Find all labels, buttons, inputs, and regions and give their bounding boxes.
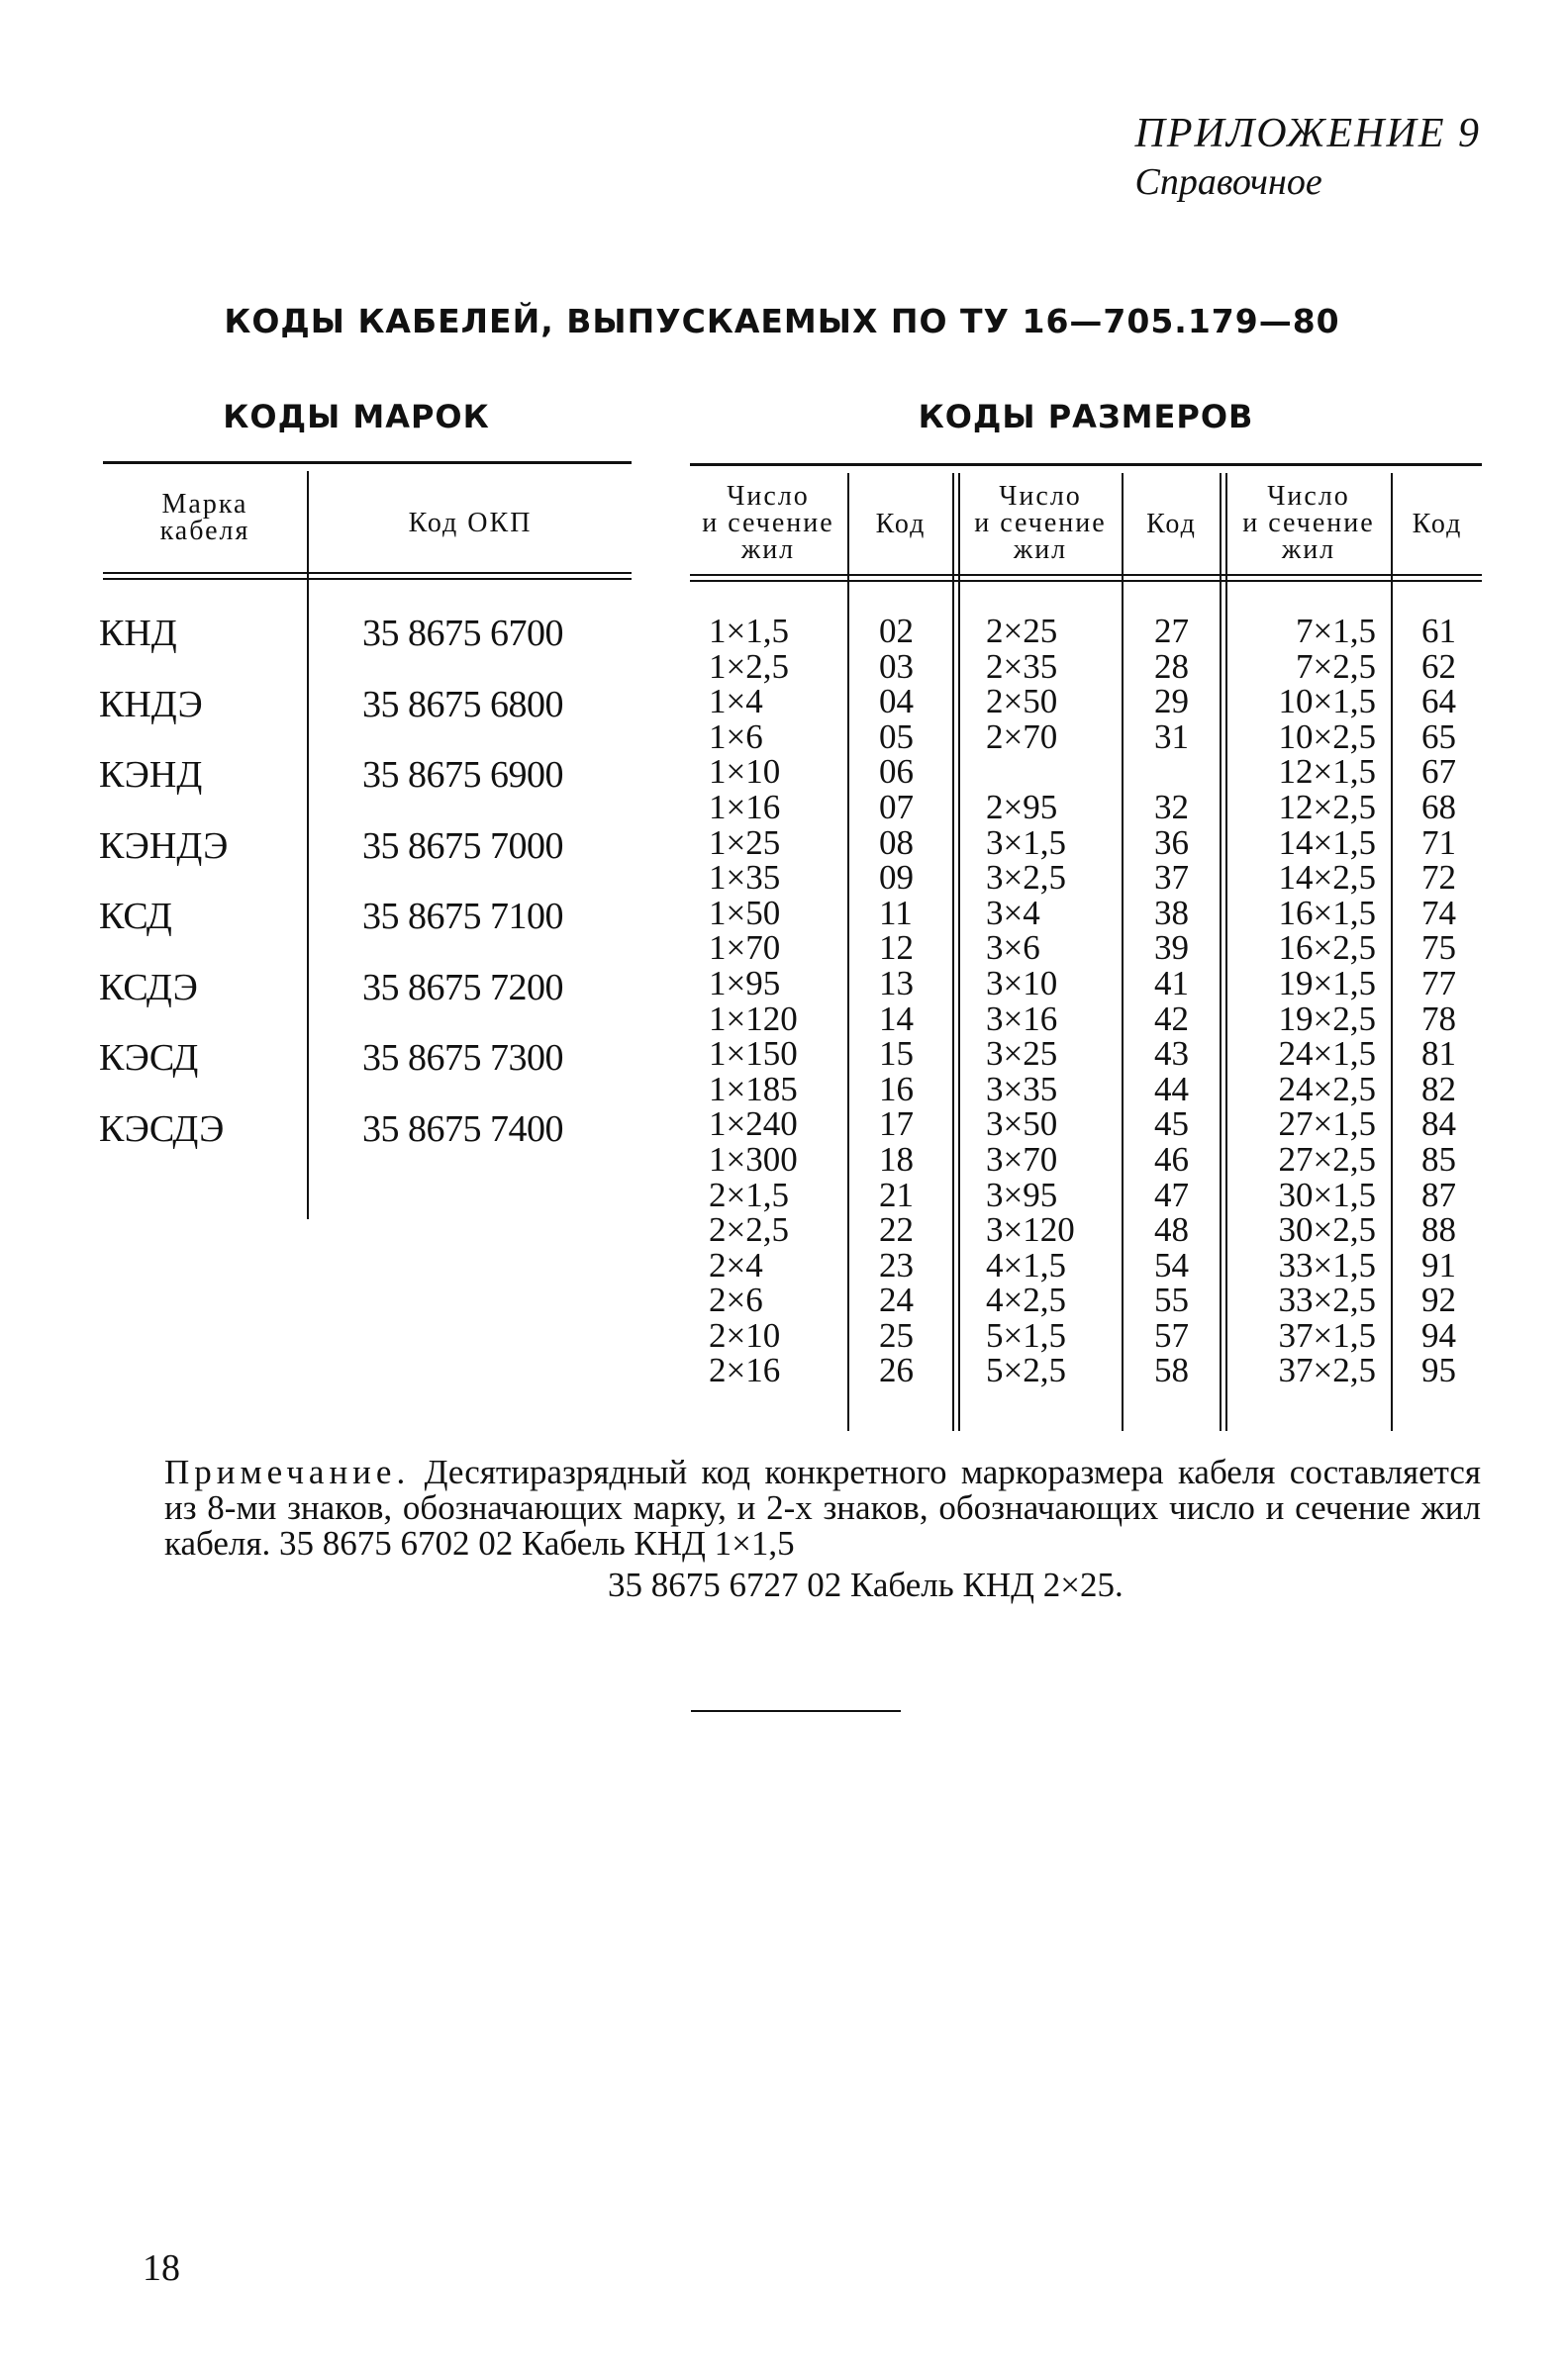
size-value: 16×2,5 (1278, 928, 1376, 968)
size-code: 64 (1421, 682, 1456, 721)
count-section-header-1 (690, 483, 846, 563)
size-code: 62 (1421, 646, 1456, 686)
size-code: 68 (1421, 787, 1456, 826)
code-column-2 (1154, 614, 1218, 1388)
size-value: 1×240 (709, 1104, 798, 1144)
size-table-header-rule-2 (690, 580, 1482, 582)
count-header-1-line3: жил (740, 534, 796, 565)
size-value: 37×1,5 (1278, 1315, 1376, 1355)
size-code: 31 (1154, 716, 1189, 756)
size-code (1154, 754, 1218, 790)
size-code: 22 (879, 1210, 914, 1250)
size-value: 1×25 (709, 822, 781, 862)
count-header-2-line2: и сечение (974, 508, 1107, 538)
size-table-divider-5 (1391, 473, 1393, 1431)
count-header-3-line2: и сечение (1242, 508, 1375, 538)
count-header-3-line1: Число (1267, 481, 1350, 512)
brand-name: КСД (99, 896, 172, 937)
size-code: 12 (879, 928, 914, 968)
brand-name: КЭНДЭ (99, 824, 229, 867)
size-code: 38 (1154, 893, 1189, 932)
size-value: 12×2,5 (1278, 787, 1376, 826)
size-code: 36 (1154, 822, 1189, 862)
code-header-2-label: Код (1146, 509, 1197, 539)
size-code: 44 (1154, 1069, 1189, 1108)
size-value: 30×2,5 (1278, 1210, 1376, 1250)
size-code: 54 (1154, 1245, 1189, 1285)
size-code: 84 (1421, 1104, 1456, 1144)
brand-row (0, 1094, 634, 1165)
size-value: 10×1,5 (1278, 682, 1376, 721)
size-code: 92 (1421, 1281, 1456, 1320)
size-code: 26 (879, 1351, 914, 1390)
size-code: 39 (1154, 928, 1189, 968)
brand-name: КНДЭ (99, 683, 203, 725)
size-table-header-rule (690, 574, 1482, 576)
size-code: 15 (879, 1034, 914, 1074)
size-code: 91 (1421, 1245, 1456, 1285)
size-table-divider-4 (1220, 473, 1222, 1431)
size-value: 2×2,5 (709, 1210, 789, 1250)
size-code: 58 (1154, 1351, 1189, 1390)
brand-row (0, 669, 634, 740)
size-value: 1×95 (709, 963, 781, 1002)
size-value: 24×2,5 (1278, 1069, 1376, 1108)
size-code: 29 (1154, 682, 1189, 721)
brand-header-line1: Марка (161, 489, 248, 520)
size-value: 2×95 (986, 787, 1058, 826)
code-column-1 (879, 614, 948, 1388)
size-code: 04 (879, 682, 914, 721)
size-value: 7×1,5 (1296, 612, 1376, 650)
size-value: 2×16 (709, 1351, 781, 1390)
brand-codes-heading: КОДЫ МАРОК (223, 398, 490, 435)
size-code: 78 (1421, 999, 1456, 1038)
size-value: 4×1,5 (986, 1245, 1066, 1285)
brand-column-header (109, 491, 301, 544)
size-value: 3×35 (986, 1069, 1058, 1108)
size-code: 81 (1421, 1034, 1456, 1074)
size-value: 2×10 (709, 1315, 781, 1355)
size-code: 05 (879, 716, 914, 756)
size-code: 45 (1154, 1104, 1189, 1144)
size-value: 2×25 (986, 612, 1058, 650)
size-code: 43 (1154, 1034, 1189, 1074)
okp-code: 35 8675 7000 (362, 824, 563, 867)
size-code: 87 (1421, 1175, 1456, 1214)
size-code: 16 (879, 1069, 914, 1108)
size-code: 46 (1154, 1139, 1189, 1179)
count-header-2-line3: жил (1013, 534, 1068, 565)
size-value: 1×4 (709, 682, 763, 721)
size-value: 1×35 (709, 858, 781, 898)
size-value: 2×1,5 (709, 1175, 789, 1214)
size-code: 75 (1421, 928, 1456, 968)
size-column-2 (986, 614, 1119, 1388)
size-column-3 (1227, 614, 1376, 1388)
brand-name: КНД (99, 613, 177, 654)
size-table-divider-2 (952, 473, 954, 1431)
size-value: 2×35 (986, 646, 1058, 686)
size-value: 24×1,5 (1278, 1034, 1376, 1074)
size-value: 14×1,5 (1278, 822, 1376, 862)
size-value: 1×6 (709, 716, 763, 756)
page-title: КОДЫ КАБЕЛЕЙ, ВЫПУСКАЕМЫХ ПО ТУ 16—705.179—80 (224, 302, 1340, 340)
size-code: 28 (1154, 646, 1189, 686)
size-value: 3×70 (986, 1139, 1058, 1179)
brand-row (0, 810, 634, 882)
okp-code: 35 8675 6900 (362, 754, 563, 796)
brand-table-top-rule (103, 461, 632, 464)
code-header-3 (1393, 511, 1482, 537)
size-value: 12×1,5 (1278, 752, 1376, 792)
okp-code: 35 8675 6700 (362, 613, 563, 654)
code-header-1 (849, 511, 952, 537)
brand-row (0, 598, 634, 669)
appendix-title: ПРИЛОЖЕНИЕ 9 (1134, 111, 1481, 156)
brand-row (0, 881, 634, 952)
size-value: 27×2,5 (1278, 1139, 1376, 1179)
size-code: 32 (1154, 787, 1189, 826)
size-code: 13 (879, 963, 914, 1002)
code-header-3-label: Код (1412, 509, 1463, 539)
size-value: 33×1,5 (1278, 1245, 1376, 1285)
count-header-1-line1: Число (727, 481, 810, 512)
size-code: 95 (1421, 1351, 1456, 1390)
appendix-subtitle: Справочное (1134, 161, 1322, 203)
size-codes-heading: КОДЫ РАЗМЕРОВ (918, 398, 1254, 435)
size-code: 74 (1421, 893, 1456, 932)
code-column-3 (1421, 614, 1481, 1388)
okp-code: 35 8675 7300 (362, 1037, 563, 1079)
size-value: 3×2,5 (986, 858, 1066, 898)
size-code: 77 (1421, 963, 1456, 1002)
size-value: 3×50 (986, 1104, 1058, 1144)
size-value: 3×25 (986, 1034, 1058, 1074)
size-value: 1×70 (709, 928, 781, 968)
size-code: 08 (879, 822, 914, 862)
size-code: 48 (1154, 1210, 1189, 1250)
size-value: 3×16 (986, 999, 1058, 1038)
code-header-2 (1124, 511, 1220, 537)
size-code: 82 (1421, 1069, 1456, 1108)
size-value: 37×2,5 (1278, 1351, 1376, 1390)
size-value: 5×2,5 (986, 1351, 1066, 1390)
size-code: 55 (1154, 1281, 1189, 1320)
size-value: 4×2,5 (986, 1281, 1066, 1320)
size-value: 3×1,5 (986, 822, 1066, 862)
count-section-header-2 (960, 483, 1121, 563)
size-code: 02 (879, 612, 914, 650)
size-value: 27×1,5 (1278, 1104, 1376, 1144)
size-code: 57 (1154, 1315, 1189, 1355)
size-value (986, 754, 1119, 790)
note-label: Примечание. (164, 1453, 411, 1491)
size-code: 61 (1421, 612, 1456, 650)
size-value: 10×2,5 (1278, 716, 1376, 756)
count-header-1-line2: и сечение (702, 508, 834, 538)
size-value: 1×150 (709, 1034, 798, 1074)
size-code: 07 (879, 787, 914, 826)
size-value: 3×4 (986, 893, 1040, 932)
size-value: 19×2,5 (1278, 999, 1376, 1038)
size-code: 14 (879, 999, 914, 1038)
size-value: 30×1,5 (1278, 1175, 1376, 1214)
size-value: 3×120 (986, 1210, 1075, 1250)
size-code: 88 (1421, 1210, 1456, 1250)
size-table-divider-1 (847, 473, 849, 1431)
okp-code: 35 8675 7400 (362, 1107, 563, 1150)
size-table-divider-2b (958, 473, 960, 1431)
size-value: 1×10 (709, 752, 781, 792)
size-value: 3×6 (986, 928, 1040, 968)
brand-name: КЭНД (99, 754, 203, 796)
size-code: 09 (879, 858, 914, 898)
size-value: 5×1,5 (986, 1315, 1066, 1355)
size-code: 17 (879, 1104, 914, 1144)
size-value: 2×70 (986, 716, 1058, 756)
brand-table-header-rule (103, 572, 632, 574)
size-value: 19×1,5 (1278, 963, 1376, 1002)
size-value: 1×16 (709, 787, 781, 826)
size-code: 42 (1154, 999, 1189, 1038)
brand-row (0, 739, 634, 810)
size-table-top-rule (690, 463, 1482, 466)
size-table-divider-3 (1122, 473, 1124, 1431)
size-code: 67 (1421, 752, 1456, 792)
size-value: 2×4 (709, 1245, 763, 1285)
size-value: 14×2,5 (1278, 858, 1376, 898)
count-header-2-line1: Число (999, 481, 1082, 512)
size-value: 1×185 (709, 1069, 798, 1108)
size-column-1 (709, 614, 843, 1388)
brand-header-line2: кабеля (159, 516, 250, 546)
size-code: 25 (879, 1315, 914, 1355)
okp-code-column-header (317, 510, 624, 536)
size-value: 2×6 (709, 1281, 763, 1320)
note-text: Десятиразрядный код конкретного маркоразмера кабеля составляется из 8-ми знаков, обозначающих марку, и 2-х знаков, обозначающих число и сечение жил кабеля. 35 8675 6702 02 Кабель КНД 1×1,5 (164, 1453, 1481, 1563)
size-code: 18 (879, 1139, 914, 1179)
brand-row (0, 952, 634, 1023)
end-rule (691, 1710, 901, 1712)
okp-code: 35 8675 7200 (362, 966, 563, 1008)
size-value: 3×95 (986, 1175, 1058, 1214)
size-code: 11 (879, 893, 913, 932)
size-code: 27 (1154, 612, 1189, 650)
brand-table-header-rule-2 (103, 578, 632, 580)
size-code: 37 (1154, 858, 1189, 898)
size-code: 23 (879, 1245, 914, 1285)
count-header-3-line3: жил (1281, 534, 1336, 565)
okp-code: 35 8675 7100 (362, 896, 563, 937)
brand-row (0, 1022, 634, 1094)
size-value: 1×2,5 (709, 646, 789, 686)
size-value: 1×300 (709, 1139, 798, 1179)
size-value: 3×10 (986, 963, 1058, 1002)
brand-name: КЭСД (99, 1037, 199, 1079)
brand-name: КСДЭ (99, 966, 198, 1008)
size-code: 03 (879, 646, 914, 686)
okp-code: 35 8675 6800 (362, 683, 563, 725)
page-number: 18 (143, 2247, 180, 2289)
size-code: 94 (1421, 1315, 1456, 1355)
appendix-label (1135, 109, 1481, 206)
size-value: 1×1,5 (709, 612, 789, 650)
brand-name: КЭСДЭ (99, 1107, 225, 1150)
size-code: 85 (1421, 1139, 1456, 1179)
size-code: 06 (879, 752, 914, 792)
size-code: 41 (1154, 963, 1189, 1002)
size-code: 71 (1421, 822, 1456, 862)
size-code: 21 (879, 1175, 914, 1214)
size-code: 24 (879, 1281, 914, 1320)
size-value: 1×120 (709, 999, 798, 1038)
okp-header-label: Код ОКП (408, 508, 533, 538)
note-paragraph (164, 1455, 1481, 1562)
count-section-header-3 (1227, 483, 1390, 563)
size-code: 65 (1421, 716, 1456, 756)
size-value: 2×50 (986, 682, 1058, 721)
size-value: 16×1,5 (1278, 893, 1376, 932)
size-value: 7×2,5 (1296, 646, 1376, 686)
size-code: 47 (1154, 1175, 1189, 1214)
code-header-1-label: Код (875, 509, 927, 539)
size-value: 1×50 (709, 893, 781, 932)
note-example-2: 35 8675 6727 02 Кабель КНД 2×25. (608, 1566, 1124, 1604)
size-value: 33×2,5 (1278, 1281, 1376, 1320)
size-code: 72 (1421, 858, 1456, 898)
